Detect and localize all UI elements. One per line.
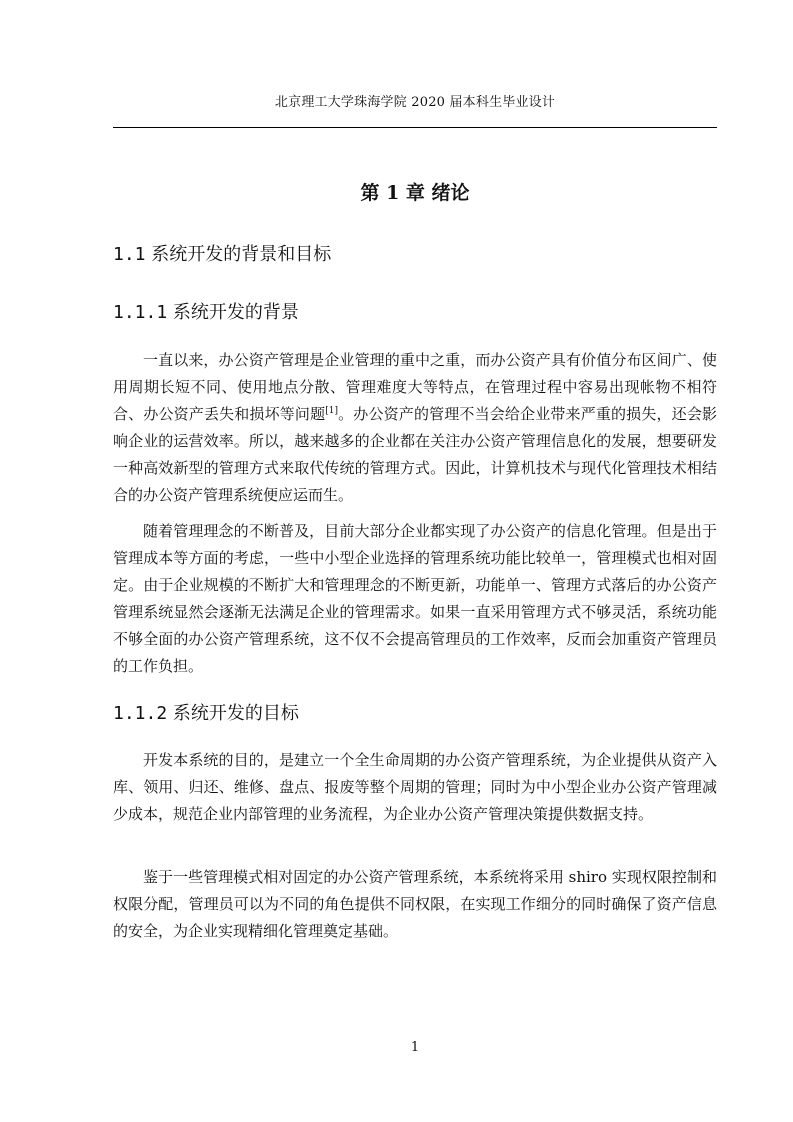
- section-title: 系统开发的目标: [172, 703, 299, 724]
- citation-marker[interactable]: [1]: [325, 406, 338, 416]
- page-number: 1: [410, 1040, 420, 1055]
- paragraph-background-1: [113, 347, 717, 509]
- paragraph-text: 一直以来，办公资产管理是企业管理的重中之重，而办公资产具有价值分布区间广、使用周期长短不同、使用地点分散、管理难度大等特点，在管理过程中容易出现帐物不相符合、办公资产丢失和损坏等问题: [113, 351, 717, 423]
- section-heading-1-1: [113, 241, 717, 269]
- section-title: 系统开发的背景: [172, 302, 299, 323]
- paragraph-goal-1: 开发本系统的目的，是建立一个全生命周期的办公资产管理系统，为企业提供从资产入库、领用、归还、维修、盘点、报废等整个周期的管理；同时为中小型企业办公资产管理减少成本，规范企业内部管理的业务流程，为企业办公资产管理决策提供数据支持。: [113, 751, 717, 823]
- paragraph-text: 。办公资产的管理不当会给企业带来严重的损失，还会影响企业的运营效率。所以，越来越多的企业都在关注办公资产管理信息化的发展，想要研发一种高效新型的管理方式来取代传统的管理方式。因此，计算机技术与现代化管理技术相结合的办公资产管理系统便应运而生。: [113, 405, 717, 504]
- paragraph-goal-2: 鉴于一些管理模式相对固定的办公资产管理系统，本系统将采用 shiro 实现权限控制和权限分配，管理员可以为不同的角色提供不同权限，在实现工作细分的同时确保了资产信息的安全，为企业实现精细化管理奠定基础。: [113, 868, 717, 940]
- section-heading-1-1-2: [113, 700, 717, 728]
- section-title: 系统开发的背景和目标: [151, 244, 332, 265]
- section-number: 1.1.2: [113, 703, 168, 724]
- header-divider: [113, 127, 717, 128]
- section-number: 1.1.1: [113, 302, 168, 323]
- section-number: 1.1: [113, 244, 146, 265]
- paragraph-background-2: 随着管理理念的不断普及，目前大部分企业都实现了办公资产的信息化管理。但是出于管理成本等方面的考虑，一些中小型企业选择的管理系统功能比较单一，管理模式也相对固定。由于企业规模的不断扩大和管理理念的不断更新，功能单一、管理方式落后的办公资产管理系统显然会逐渐无法满足企业的管理需求。如果一直采用管理方式不够灵活，系统功能不够全面的办公资产管理系统，这不仅不会提高管理员的工作效率，反而会加重资产管理员的工作负担。: [113, 522, 717, 675]
- chapter-title: 第 1 章 绪论: [360, 182, 470, 204]
- section-heading-1-1-1: [113, 299, 717, 327]
- page-header: 北京理工大学珠海学院 2020 届本科生毕业设计: [274, 95, 556, 110]
